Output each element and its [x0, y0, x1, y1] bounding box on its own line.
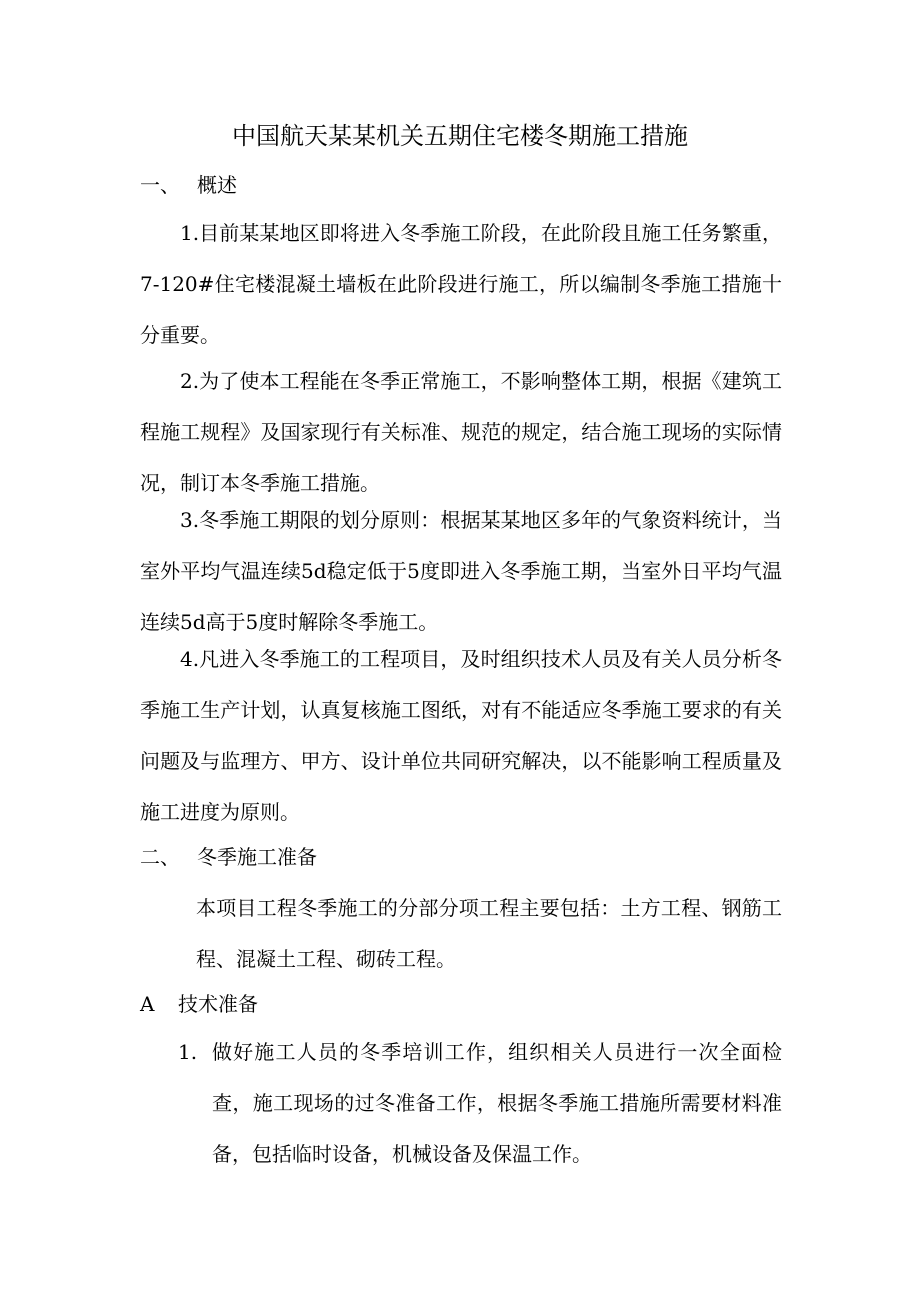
- list-item-number: 1.: [178, 1040, 198, 1064]
- section-1-paragraph-2: 2.为了使本工程能在冬季正常施工，不影响整体工期，根据《建筑工程施工规程》及国家现行有关标准、规范的规定，结合施工现场的实际情况，制订本冬季施工措施。: [140, 369, 782, 495]
- section-1-paragraph-3: 3.冬季施工期限的划分原则：根据某某地区多年的气象资料统计，当室外平均气温连续5d稳定低于5度即进入冬季施工期，当室外日平均气温连续5d高于5度时解除冬季施工。: [140, 508, 782, 634]
- section-1-paragraph-4: 4.凡进入冬季施工的工程项目，及时组织技术人员及有关人员分析冬季施工生产计划，认真复核施工图纸，对有不能适应冬季施工要求的有关问题及与监理方、甲方、设计单位共同研究解决，以不能影响工程质量及施工进度为原则。: [140, 647, 782, 824]
- section-2-intro: 本项目工程冬季施工的分部分项工程主要包括：土方工程、钢筋工程、混凝土工程、砌砖工程。: [196, 896, 782, 971]
- document-title: 中国航天某某机关五期住宅楼冬期施工措施: [232, 122, 688, 150]
- section-2-number: 二、: [140, 845, 180, 869]
- section-2-heading: [140, 842, 317, 872]
- subsection-a-title: 技术准备: [178, 992, 258, 1016]
- subsection-a-letter: A: [140, 992, 155, 1016]
- list-item: [178, 1027, 782, 1180]
- list-item-text: 做好施工人员的冬季培训工作，组织相关人员进行一次全面检查，施工现场的过冬准备工作，根据冬季施工措施所需要材料准备，包括临时设备，机械设备及保温工作。: [212, 1040, 782, 1166]
- section-1-number: 一、: [140, 173, 180, 197]
- section-1-title: 概述: [197, 173, 237, 197]
- section-1-heading: [140, 170, 237, 200]
- subsection-a-heading: [140, 989, 258, 1019]
- section-1-paragraph-1: 1.目前某某地区即将进入冬季施工阶段，在此阶段且施工任务繁重，7-120#住宅楼混凝土墙板在此阶段进行施工，所以编制冬季施工措施十分重要。: [140, 221, 782, 347]
- section-2-title: 冬季施工准备: [197, 845, 317, 869]
